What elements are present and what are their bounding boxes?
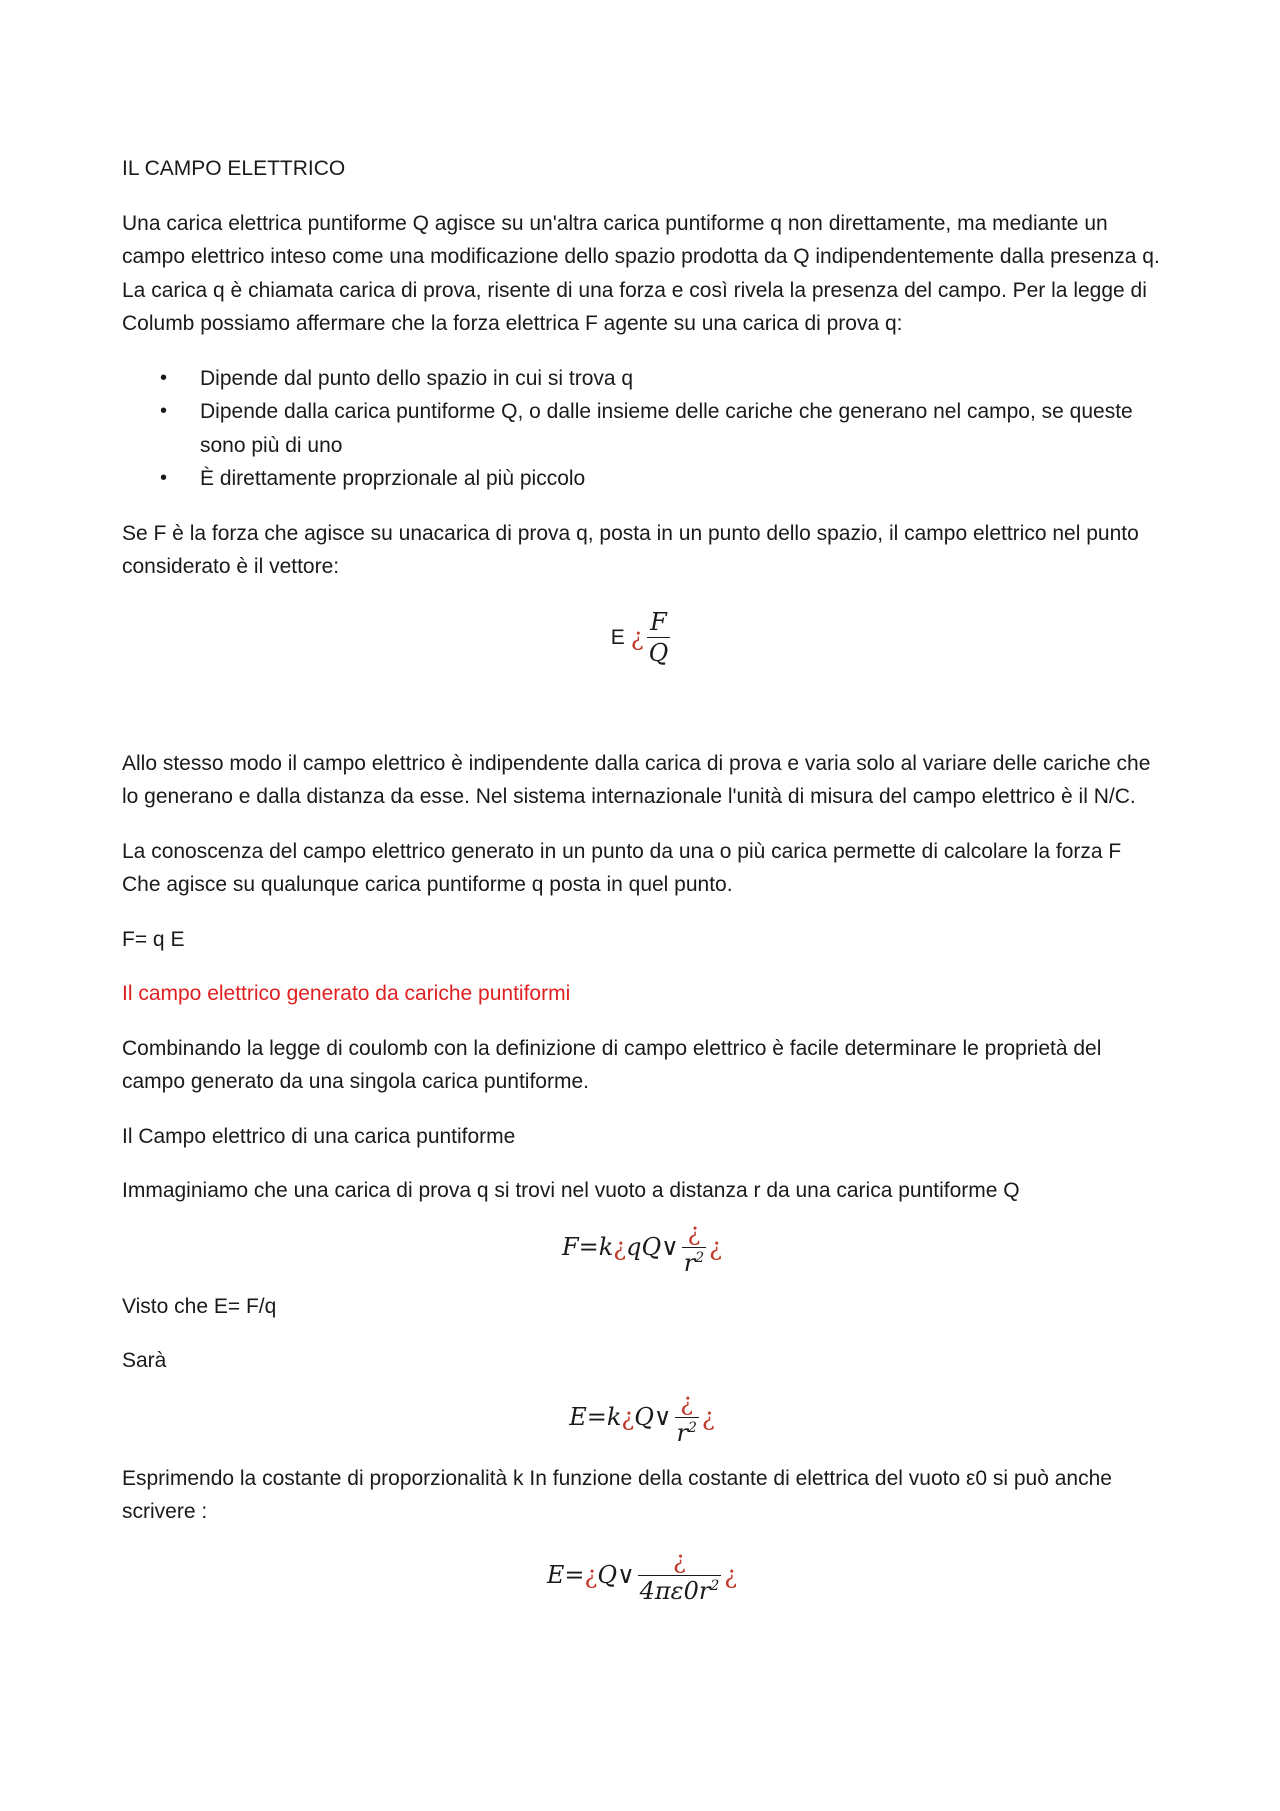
imagine-paragraph: Immaginiamo che una carica di prova q si trovi nel vuoto a distanza r da una carica puntiforme Q — [122, 1179, 1020, 1202]
bullet-list — [122, 362, 1162, 496]
formula-placeholder: ¿ — [724, 1560, 738, 1589]
intro-paragraph: Una carica elettrica puntiforme Q agisce su un'altra carica puntiforme q non direttamente, ma mediante un campo elettrico inteso come una modificazione dello spazio prodotta da Q indipendentemente dalla presenza q. La carica q è chiamata carica di prova, risente di una forza e così rivela la presenza del campo. Per la legge di Columb possiamo affermare che la forza elettrica F agente su una carica di prova q: — [122, 211, 1160, 335]
formula-middle: Q∨ — [597, 1560, 635, 1589]
denominator-base: r — [683, 1249, 696, 1277]
formula-middle: Q∨ — [634, 1402, 672, 1431]
fraction-numerator: ¿ — [680, 1388, 694, 1416]
fraction-numerator: F — [650, 608, 667, 636]
fraction-denominator: Q — [648, 639, 669, 667]
force-paragraph: La conoscenza del campo elettrico generato in un punto da una o più carica permette di calcolare la forza F Che agisce su qualunque carica puntiforme q posta in quel punto. — [122, 839, 1122, 896]
formula-lhs: E=k — [569, 1402, 622, 1431]
list-item — [122, 462, 1162, 496]
formula-fraction — [682, 1220, 706, 1275]
fraction-denominator — [682, 1247, 706, 1275]
formula-field-epsilon — [122, 1541, 1162, 1611]
formula-middle: qQ∨ — [626, 1232, 679, 1261]
denominator-base: 4πε0r — [639, 1577, 711, 1605]
combine-paragraph: Combinando la legge di coulomb con la definizione di campo elettrico è facile determinare le proprietà del campo generato da una singola carica puntiforme. — [122, 1036, 1102, 1093]
formula-placeholder: ¿ — [584, 1560, 598, 1589]
denominator-exponent: 2 — [687, 1420, 697, 1436]
formula-fraction — [647, 610, 671, 665]
list-item — [122, 395, 1162, 462]
formula-electric-field — [122, 605, 1162, 671]
formula-fraction — [638, 1548, 722, 1603]
bullet-icon: • — [160, 366, 168, 389]
subheading: Il Campo elettrico di una carica puntiforme — [122, 1124, 516, 1148]
fraction-denominator — [638, 1575, 722, 1603]
formula-lhs: F=k — [561, 1232, 614, 1261]
denominator-exponent: 2 — [710, 1578, 720, 1594]
formula-placeholder: ¿ — [621, 1402, 635, 1431]
denominator-base: r — [676, 1419, 688, 1447]
expressing-paragraph: Esprimendo la costante di proporzionalità k In funzione della costante di elettrica del vuoto ε0 si può anche scrivere : — [122, 1466, 1112, 1523]
bullet-icon: • — [160, 467, 168, 489]
since-paragraph: Visto che E= F/q — [122, 1294, 277, 1318]
list-item-text: Dipende dalla carica puntiforme Q, o dalle insieme delle cariche che generano nel campo, se queste sono più di uno — [200, 400, 1133, 457]
bullet-icon: • — [160, 400, 168, 422]
fraction-numerator: ¿ — [687, 1218, 701, 1246]
formula-placeholder: ¿ — [701, 1402, 715, 1431]
force-equation: F= q E — [122, 927, 185, 951]
formula-placeholder: ¿ — [709, 1232, 723, 1261]
list-item-text: Dipende dal punto dello spazio in cui si trova q — [200, 366, 634, 390]
denominator-exponent: 2 — [695, 1250, 705, 1266]
definition-paragraph: Se F è la forza che agisce su unacarica di prova q, posta in un punto dello spazio, il campo elettrico nel punto considerato è il vettore: — [122, 521, 1139, 578]
will-be-paragraph: Sarà — [122, 1349, 167, 1372]
formula-coulomb-force — [122, 1216, 1162, 1280]
fraction-denominator — [675, 1417, 699, 1445]
section-heading: Il campo elettrico generato da cariche puntiformi — [122, 982, 571, 1005]
formula-placeholder: ¿ — [613, 1232, 627, 1261]
document-page — [122, 152, 1162, 1611]
formula-field-point-charge — [122, 1386, 1162, 1450]
formula-fraction — [675, 1390, 699, 1445]
list-item — [122, 362, 1162, 396]
formula-lhs: E= — [546, 1560, 585, 1589]
doc-title: IL CAMPO ELETTRICO — [122, 157, 346, 180]
fraction-numerator: ¿ — [673, 1546, 686, 1574]
independence-paragraph: Allo stesso modo il campo elettrico è indipendente dalla carica di prova e varia solo al variare delle cariche che lo generano e dalla distanza da esse. Nel sistema internazionale l'unità di misura del campo elettrico è il N/C. — [122, 751, 1151, 808]
formula-placeholder: ¿ — [630, 622, 644, 651]
list-item-text: È direttamente proprzionale al più piccolo — [200, 467, 586, 490]
formula-lhs: E — [610, 625, 625, 649]
